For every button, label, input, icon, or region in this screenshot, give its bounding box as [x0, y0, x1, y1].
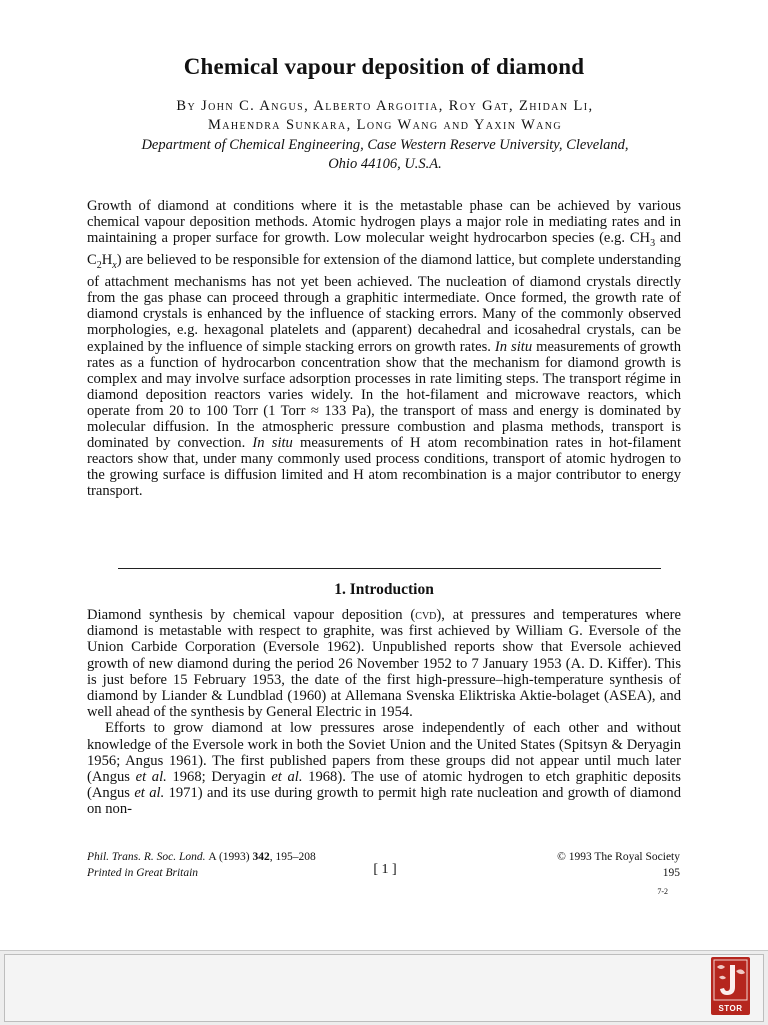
author-list: [100, 97, 670, 135]
intro-paragraph-2: Efforts to grow diamond at low pressures arose independently of each other and without knowledge of the Eversole work in both the Soviet Union and the United States (Spitsyn & Deryagin 1956; Angus 1961). The first published papers from these groups did not appear until much later (Angus et al. 1968; Deryagin et al. 1968). The use of atomic hydrogen to etch graphitic deposits (Angus et al. 1971) and its use during growth to permit high rate nucleation and growth of diamond on non-: [87, 720, 681, 818]
bracket-page-number: [ 1 ]: [373, 862, 397, 877]
printed-in: Printed in Great Britain: [87, 867, 199, 879]
affiliation-line-2: Ohio 44106, U.S.A.: [328, 156, 442, 172]
section-heading: 1. Introduction: [334, 581, 434, 598]
intro-paragraph-1: Diamond synthesis by chemical vapour deposition (cvd), at pressures and temperatures where diamond is metastable with respect to graphite, was first achieved by William G. Eversole of the Union Carbide Corporation (Eversole 1962). Unpublished reports show that Eversole achieved growth of new diamond during the period 26 November 1952 to 7 January 1953 (A. D. Kiffer). This is just before 15 February 1953, the date of the first high-pressure–high-temperature synthesis of diamond by Liander & Lundblad (1960) at Allemana Svenska Eliktriska Aktie-bolaget (ASEA), and well ahead of the synthesis by General Electric in 1954.: [87, 607, 681, 721]
cvd-acronym: cvd: [415, 607, 437, 623]
copyright-block: [470, 849, 680, 881]
introduction-body: [87, 607, 681, 818]
viewer-bottom-bar: [0, 950, 768, 1025]
section-divider: [118, 568, 661, 569]
jstor-emblem-icon: [711, 957, 750, 1003]
journal-citation: [87, 849, 316, 881]
in-situ-emphasis: In situ: [494, 338, 533, 355]
abstract-paragraph: Growth of diamond at conditions where it is the metastable phase can be achieved by various chemical vapour deposition methods. Atomic hydrogen plays a major role in mediating rates and in maintaining a proper surface for growth. Low molecular weight hydrocarbon species (e.g. $CH_3$ and $C_2H_x$) are believed to be responsible for extension of the diamond lattice, but complete understanding of attachment mechanisms has not yet been achieved. The nucleation of diamond crystals directly from the gas phase can proceed through a graphitic intermediate. Once formed, the growth rate of diamond crystals is enhanced by the influence of stacking errors. Many of the commonly observed morphologies, e.g. hexagonal platelets and (apparent) decahedral and icosahedral crystals, can be explained by the influence of simple stacking errors on growth rates. In situ measurements of growth rates as a function of hydrocarbon concentration show that the mechanism for diamond growth is complex and may involve surface adsorption processes in rate limiting steps. The transport régime in diamond deposition reactors varies widely. In the hot-filament and microwave reactors, which operate from 20 to 100 Torr (1 Torr ≈ 133 Pa), the transport of mass and energy is dominated by molecular diffusion. In the atmospheric pressure combustion and plasma methods, transport is dominated by convection. In situ measurements of H atom recombination rates in hot-filament reactors show that, under many commonly used process conditions, transport of atomic hydrogen to the growing surface is diffusion limited and H atom recombination is a major contributor to energy transport.: [87, 198, 682, 500]
affiliation-line-1: Department of Chemical Engineering, Case Western Reserve University, Cleveland,: [141, 137, 629, 153]
formula-ch3: $CH_3$: [629, 230, 656, 250]
citation-line: Phil. Trans. R. Soc. Lond. A (1993) 342, 195–208: [87, 851, 316, 863]
viewer-bottom-panel: [4, 954, 764, 1022]
abstract: [87, 198, 681, 500]
sheet-mark: 7-2: [657, 887, 668, 896]
paper-title: Chemical vapour deposition of diamond: [183, 54, 585, 79]
author-line-1: By John C. Angus, Alberto Argoitia, Roy Gat, Zhidan Li,: [176, 98, 594, 114]
copyright: © 1993 The Royal Society: [557, 851, 680, 863]
jstor-logo-label: STOR: [718, 1004, 743, 1013]
in-situ-emphasis: In situ: [252, 435, 293, 452]
affiliation: [90, 136, 680, 174]
author-line-2: Mahendra Sunkara, Long Wang and Yaxin Wang: [207, 117, 563, 133]
formula-c2hx: $C_2H_x$: [87, 252, 117, 272]
jstor-logo-icon[interactable]: [711, 957, 750, 1015]
page-number: 195: [662, 867, 680, 879]
